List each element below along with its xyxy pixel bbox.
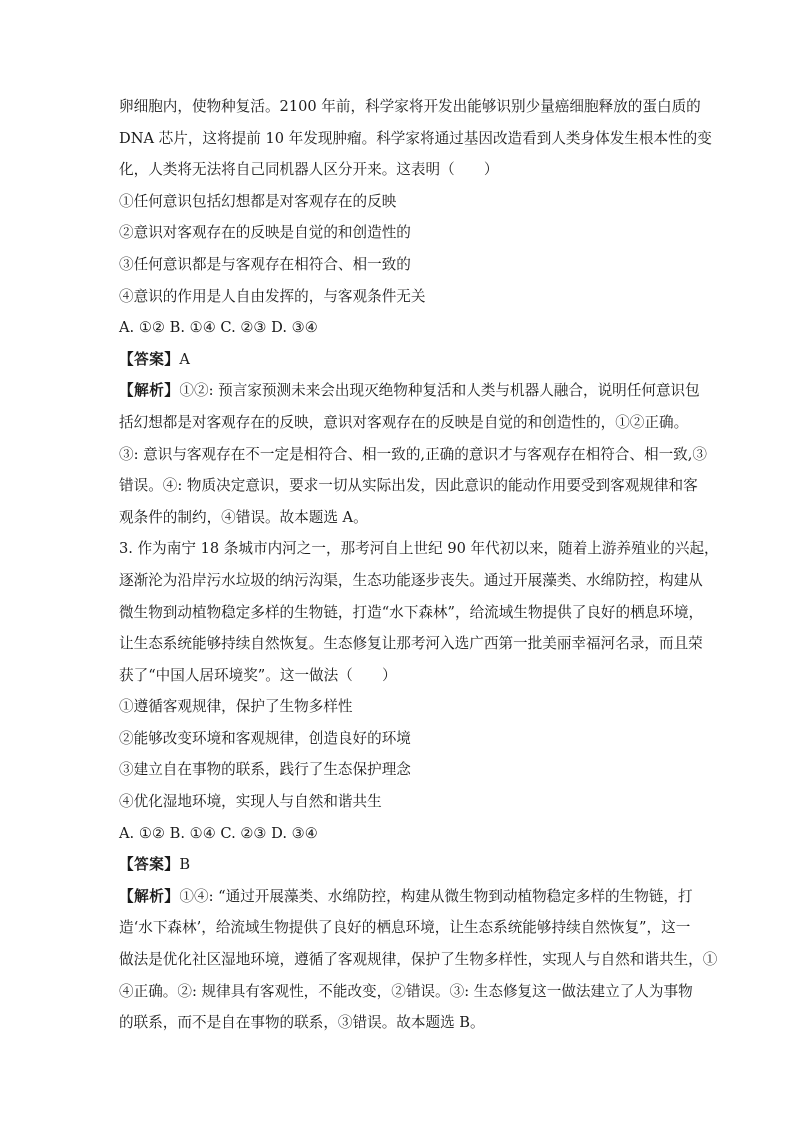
q2-analysis-line-3: ③: 意识与客观存在不一定是相符合、相一致的,正确的意识才与客观存在相符合、相一致,③ xyxy=(119,445,707,463)
q2-option-2: ②意识对客观存在的反映是自觉的和创造性的 xyxy=(119,224,411,242)
analysis-label: 【解析】 xyxy=(119,887,180,905)
question-2 xyxy=(119,98,712,527)
q2-option-4: ④意识的作用是人自由发挥的，与客观条件无关 xyxy=(119,287,426,305)
q2-analysis-line-1 xyxy=(119,382,700,400)
q2-analysis-line-2: 括幻想都是对客观存在的反映，意识对客观存在的反映是自觉的和创造性的，①②正确。 xyxy=(119,413,689,431)
q2-analysis-line-5: 观条件的制约，④错误。故本题选 A。 xyxy=(119,508,368,526)
q3-analysis-line-1 xyxy=(119,887,693,906)
answer-label: 【答案】 xyxy=(119,350,180,368)
q2-answer xyxy=(119,351,679,369)
q3-answer xyxy=(119,856,679,874)
q2-option-3: ③任何意识都是与客观存在相符合、相一致的 xyxy=(119,255,411,273)
q2-stem-line-3: 化，人类将无法将自己同机器人区分开来。这表明（ ） xyxy=(119,161,499,179)
analysis-text: ①②: 预言家预测未来会出现灭绝物种复活和人类与机器人融合，说明任何意识包 xyxy=(179,382,700,400)
q3-stem-line-2: 逐渐沦为沿岸污水垃圾的纳污沟渠，生态功能逐步丧失。通过开展藻类、水绵防控，构建从 xyxy=(119,571,703,589)
document-page xyxy=(119,98,719,1032)
q3-analysis-line-3: 做法是优化社区湿地环境，遵循了客观规律，保护了生物多样性，实现人与自然和谐共生，① xyxy=(119,951,718,969)
q3-option-1: ①遵循客观规律，保护了生物多样性 xyxy=(119,698,353,716)
answer-value: A xyxy=(179,350,190,368)
q2-analysis-line-4: 错误。④: 物质决定意识，要求一切从实际出发，因此意识的能动作用要受到客观规律和客 xyxy=(119,477,698,495)
analysis-label: 【解析】 xyxy=(119,382,180,400)
q3-stem-line-1: 3. 作为南宁 18 条城市内河之一，那考河自上世纪 90 年代初以来，随着上游养殖业的兴起， xyxy=(119,540,719,558)
answer-value: B xyxy=(179,856,191,874)
q2-stem-line-2: DNA 芯片，这将提前 10 年发现肿瘤。科学家将通过基因改造看到人类身体发生根本性的变 xyxy=(119,129,712,147)
analysis-text: ①④: “通过开展藻类、水绵防控，构建从微生物到动植物稳定多样的生物链，打 xyxy=(179,887,693,905)
q3-analysis-line-4: ④正确。②: 规律具有客观性，不能改变，②错误。③: 生态修复这一做法建立了人为事物 xyxy=(119,982,693,1000)
q3-choices: A. ①② B. ①④ C. ②③ D. ③④ xyxy=(119,824,318,842)
q3-stem-line-4: 让生态系统能够持续自然恢复。生态修复让那考河入选广西第一批美丽幸福河名录，而且荣 xyxy=(119,635,703,653)
question-3 xyxy=(119,540,719,1032)
q2-choices: A. ①② B. ①④ C. ②③ D. ③④ xyxy=(119,319,318,337)
answer-label: 【答案】 xyxy=(119,856,180,874)
q3-stem-line-5: 获了“中国人居环境奖”。这一做法（ ） xyxy=(119,666,397,684)
q3-option-2: ②能够改变环境和客观规律，创造良好的环境 xyxy=(119,729,411,747)
q2-option-1: ①任何意识包括幻想都是对客观存在的反映 xyxy=(119,192,397,210)
q2-stem-line-1: 卵细胞内，使物种复活。2100 年前，科学家将开发出能够识别少量癌细胞释放的蛋白质的 xyxy=(119,98,701,115)
q3-stem-line-3: 微生物到动植物稳定多样的生物链，打造“水下森林”，给流域生物提供了良好的栖息环境， xyxy=(119,603,704,621)
q3-analysis-line-5: 的联系，而不是自在事物的联系，③错误。故本题选 B。 xyxy=(119,1014,485,1032)
q3-analysis-line-2: 造‘水下森林’，给流域生物提供了良好的栖息环境，让生态系统能够持续自然恢复”，这一 xyxy=(119,919,691,937)
q3-option-3: ③建立自在事物的联系，践行了生态保护理念 xyxy=(119,761,411,779)
q3-option-4: ④优化湿地环境，实现人与自然和谐共生 xyxy=(119,793,382,811)
